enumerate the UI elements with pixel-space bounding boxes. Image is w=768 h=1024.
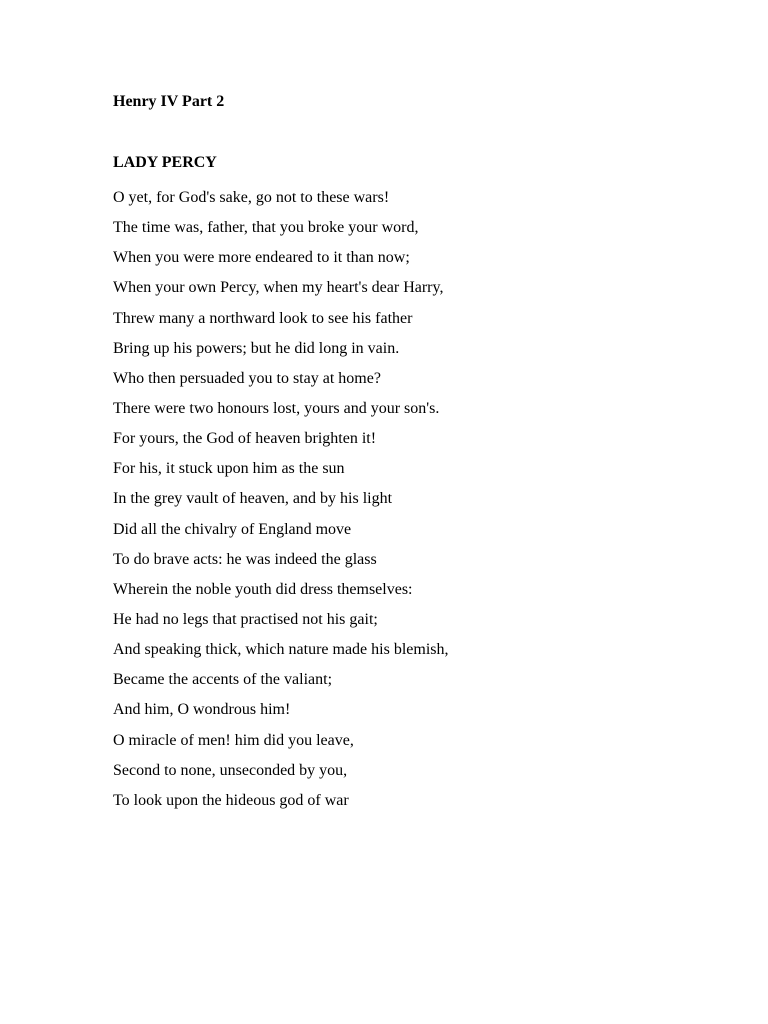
verse-line: O miracle of men! him did you leave, bbox=[113, 731, 354, 749]
verse-line: There were two honours lost, yours and your son's. bbox=[113, 399, 440, 417]
verse-line: To look upon the hideous god of war bbox=[113, 791, 349, 809]
speaker-name: LADY PERCY bbox=[113, 154, 217, 171]
verse-line: In the grey vault of heaven, and by his light bbox=[113, 490, 393, 508]
verse-line: When your own Percy, when my heart's dear Harry, bbox=[113, 279, 444, 297]
verse-line: The time was, father, that you broke your word, bbox=[113, 219, 419, 237]
verse-line: To do brave acts: he was indeed the glass bbox=[113, 550, 377, 568]
verse-line: O yet, for God's sake, go not to these wars! bbox=[113, 189, 390, 206]
document-title: Henry IV Part 2 bbox=[113, 93, 225, 110]
verse-line: Threw many a northward look to see his father bbox=[113, 309, 413, 327]
verse-line: And him, O wondrous him! bbox=[113, 701, 291, 719]
verse-line: When you were more endeared to it than now; bbox=[113, 249, 410, 267]
verse-line: Became the accents of the valiant; bbox=[113, 671, 333, 689]
verse-line: For his, it stuck upon him as the sun bbox=[113, 460, 345, 478]
verse-line: He had no legs that practised not his gait; bbox=[113, 610, 378, 628]
verse-line: Who then persuaded you to stay at home? bbox=[113, 369, 381, 387]
verse-line: And speaking thick, which nature made his blemish, bbox=[113, 641, 449, 659]
verse-line: For yours, the God of heaven brighten it! bbox=[113, 430, 377, 448]
verse-line: Bring up his powers; but he did long in vain. bbox=[113, 339, 400, 357]
verse-line: Wherein the noble youth did dress themselves: bbox=[113, 580, 413, 598]
verse-line: Second to none, unseconded by you, bbox=[113, 761, 348, 779]
verse-lines bbox=[113, 183, 448, 816]
verse-line: Did all the chivalry of England move bbox=[113, 520, 352, 538]
